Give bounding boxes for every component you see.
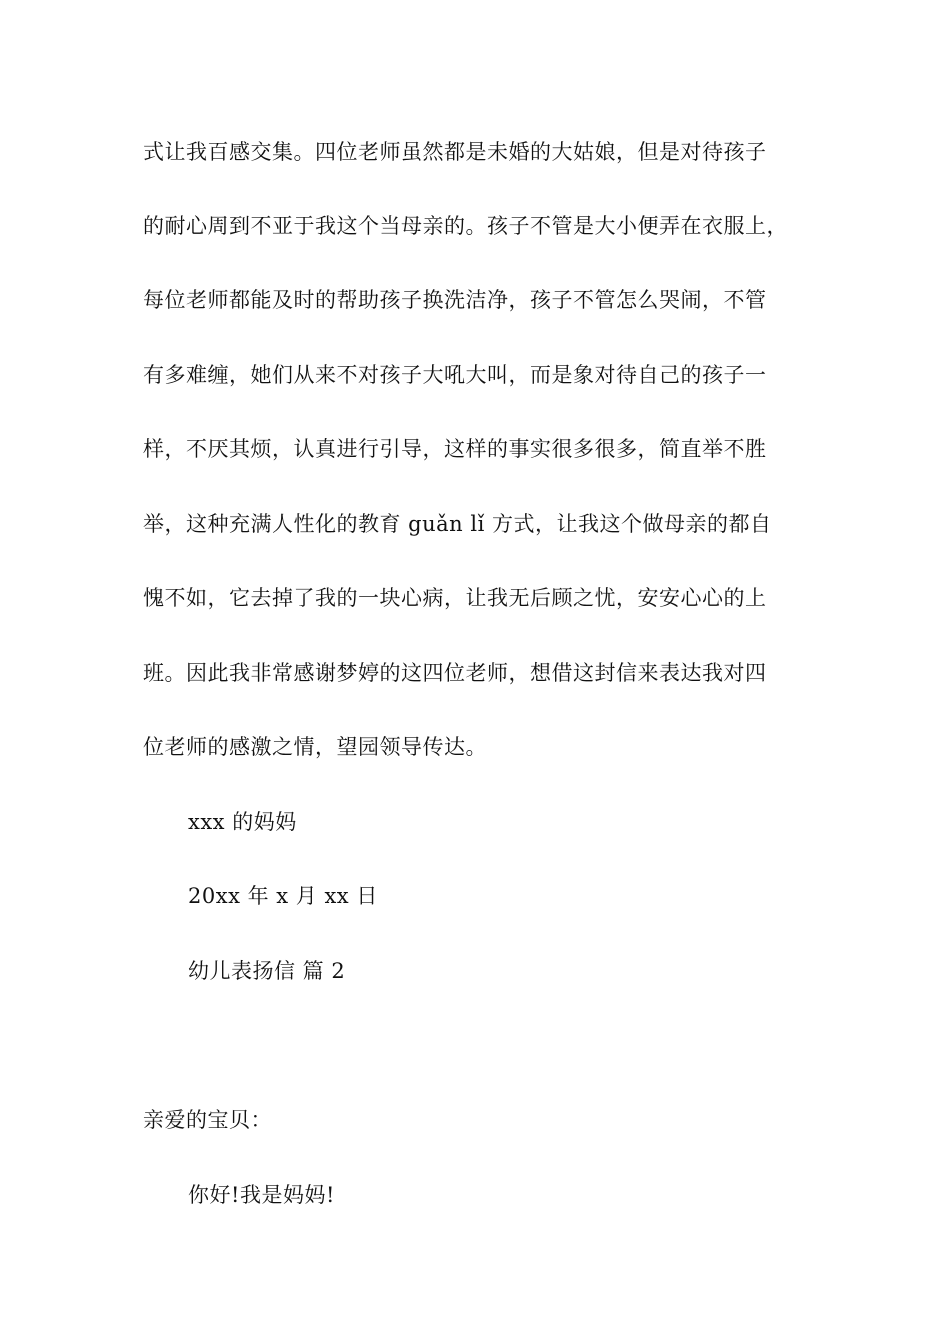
salutation: 亲爱的宝贝： [143, 1108, 272, 1132]
body-line: 的耐心周到不亚于我这个当母亲的。孩子不管是大小便弄在衣服上， [143, 214, 788, 238]
body-line: 愧不如，它去掉了我的一块心病，让我无后顾之忧，安安心心的上 [143, 586, 767, 610]
body-line: 举，这种充满人性化的教育 guǎn lǐ 方式，让我这个做母亲的都自 [143, 512, 772, 536]
greeting: 你好!我是妈妈! [188, 1183, 335, 1207]
body-line: 式让我百感交集。四位老师虽然都是未婚的大姑娘，但是对待孩子 [143, 140, 767, 164]
body-line: 位老师的感激之情，望园领导传达。 [143, 735, 487, 759]
body-line: 班。因此我非常感谢梦婷的这四位老师，想借这封信来表达我对四 [143, 661, 767, 685]
body-line: 有多难缠，她们从来不对孩子大吼大叫，而是象对待自己的孩子一 [143, 363, 767, 387]
signature: xxx 的妈妈 [188, 810, 297, 834]
section-title: 幼儿表扬信 篇 2 [188, 959, 346, 983]
body-line: 样，不厌其烦，认真进行引导，这样的事实很多很多，简直举不胜 [143, 437, 767, 461]
body-line: 每位老师都能及时的帮助孩子换洗洁净，孩子不管怎么哭闹，不管 [143, 288, 767, 312]
date: 20xx 年 x 月 xx 日 [188, 884, 378, 908]
